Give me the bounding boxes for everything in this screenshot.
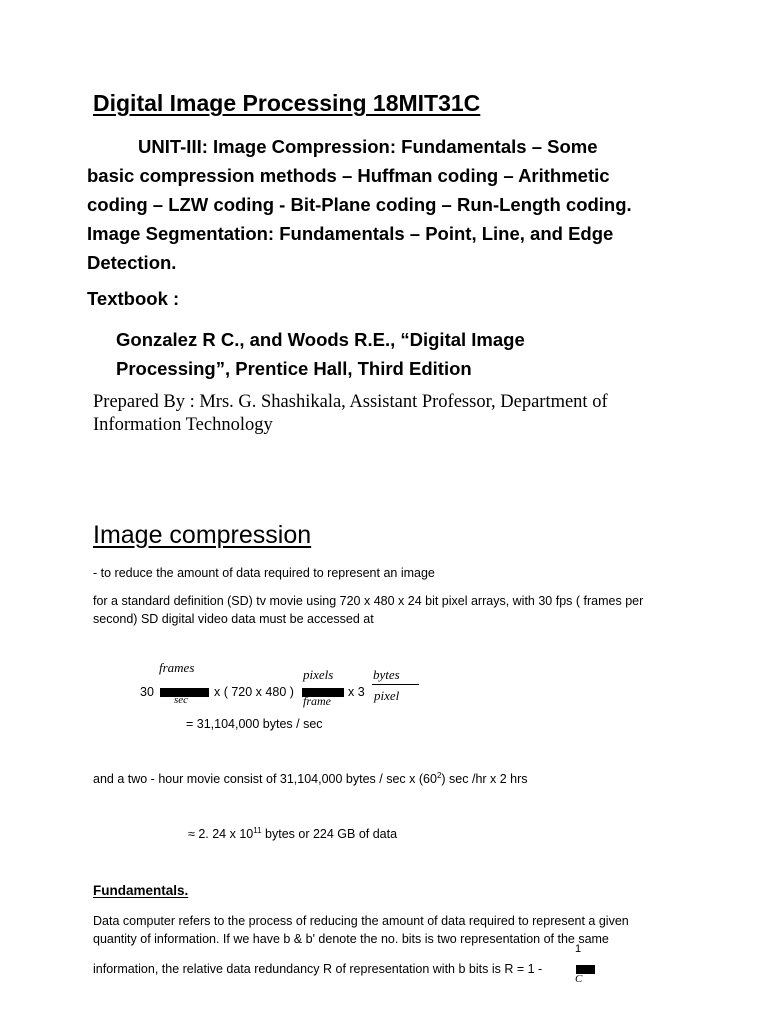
textbook-reference [116,325,676,383]
sd-video-paragraph: for a standard definition (SD) tv movie using 720 x 480 x 24 bit pixel arrays, with 30 fps ( frames per second) SD digital video data must be accessed at [93,594,644,626]
fraction-numerator: 1 [575,943,582,955]
approx-text: ≈ 2. 24 x 10 [188,827,254,841]
textbook-line: Gonzalez R C., and Woods R.E., “Digital Image [116,329,525,350]
textbook-line: Processing”, Prentice Hall, Third Edition [116,358,472,379]
frames-denominator: sec [174,694,189,706]
frames-numerator: frames [159,660,195,675]
bytes-denominator: pixel [374,688,400,703]
fraction-line [372,684,419,685]
syllabus-line: basic compression methods – Huffman coding – Arithmetic [87,165,610,186]
document-title: Digital Image Processing 18MIT31C [93,90,481,116]
fraction-denominator: C [575,973,583,985]
syllabus-line: Detection. [87,252,177,273]
textbook-label: Textbook : [87,288,180,309]
approx-total-line [188,827,397,841]
syllabus-line: UNIT-III: Image Compression: Fundamentals – Some [138,136,598,157]
section-heading-image-compression: Image compression [93,521,312,549]
two-hour-movie-line [93,772,528,786]
pixels-denominator: frame [303,694,331,708]
section-heading-fundamentals: Fundamentals. [93,883,189,898]
redundancy-line: information, the relative data redundancy R of representation with b bits is R = 1 - [93,962,543,976]
syllabus-block [87,132,687,277]
pixels-expression: x ( 720 x 480 ) [214,685,294,699]
two-hour-text-end: ) sec /hr x 2 hrs [441,772,528,786]
formula-factor: 30 [140,685,154,699]
syllabus-line: Image Segmentation: Fundamentals – Point, Line, and Edge [87,223,614,244]
fundamentals-paragraph: Data computer refers to the process of reducing the amount of data required to represent a given quantity of information. If we have b & b' denote the no. bits is two representation of the same [93,914,629,946]
exponent: 11 [253,826,262,835]
bytes-multiplier: x 3 [348,685,365,699]
compression-definition: - to reduce the amount of data required to represent an image [93,566,435,580]
formula-result: = 31,104,000 bytes / sec [186,717,323,731]
approx-text-end: bytes or 224 GB of data [261,827,398,841]
exponent: 2 [436,771,442,780]
pixels-numerator: pixels [303,667,334,682]
bytes-numerator: bytes [373,667,400,682]
two-hour-text: and a two - hour movie consist of 31,104,000 bytes / sec x (60 [93,772,437,786]
prepared-by: Prepared By : Mrs. G. Shashikala, Assistant Professor, Department of Information Technology [93,392,608,435]
syllabus-line: coding – LZW coding - Bit-Plane coding – Run-Length coding. [87,194,632,215]
